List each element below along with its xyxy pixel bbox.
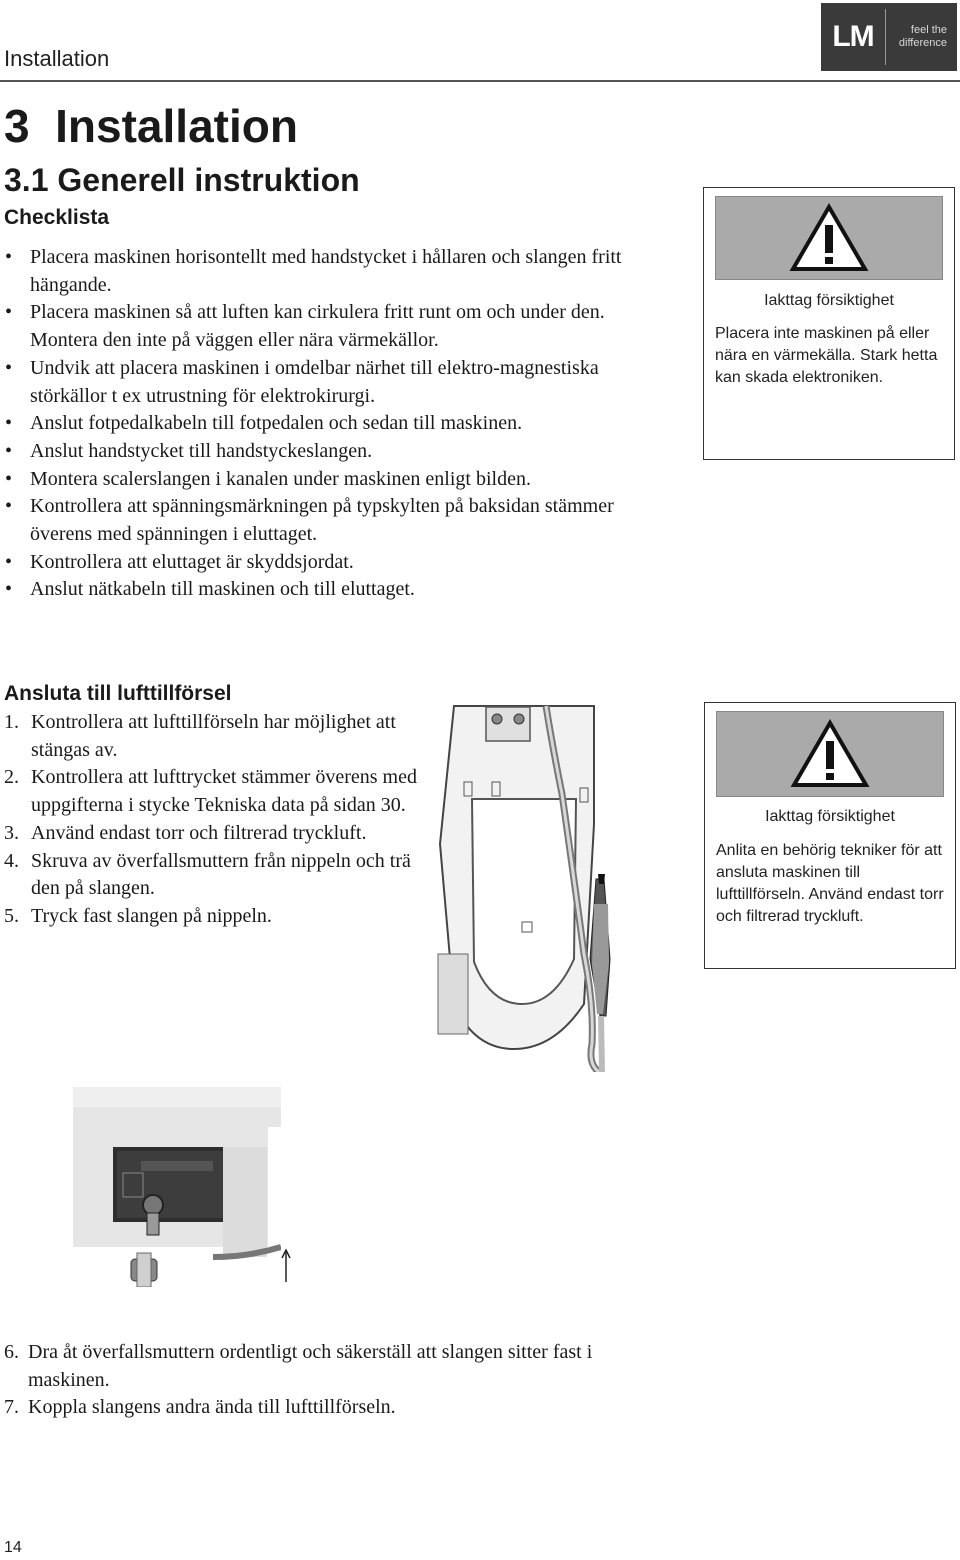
step-item [0, 1394, 620, 1422]
air-supply-heading: Ansluta till lufttillförsel [4, 682, 232, 705]
warning-heading: Iakttag försiktighet [765, 808, 895, 825]
step-text: Kontrollera att lufttrycket stämmer överens med uppgifterna i stycke Tekniska data på sidan 30. [31, 766, 417, 817]
machine-underside-illustration [434, 704, 616, 1072]
checklist-heading: Checklista [4, 206, 110, 229]
step-number: 1. [4, 711, 19, 733]
logo-tagline-line-1: feel the [910, 24, 947, 36]
step-text: Skruva av överfallsmuttern från nippeln och trä den på slangen. [31, 849, 411, 900]
step-number: 6. [4, 1341, 19, 1363]
step-number: 3. [4, 821, 19, 844]
step-item [0, 764, 440, 819]
step-text: Dra åt överfallsmuttern ordentligt och säkerställ att slangen sitter fast i maskinen. [28, 1341, 593, 1391]
section-title: 3.1 Generell instruktion [4, 162, 360, 198]
page-number: 14 [4, 1539, 22, 1556]
step-item [0, 1339, 620, 1394]
step-item [0, 820, 440, 848]
warning-triangle-icon [790, 719, 870, 789]
step-text: Kontrollera att lufttillförseln har möjlighet att stängas av. [31, 711, 396, 761]
step-text: Använd endast torr och filtrerad tryckluft. [31, 821, 367, 844]
checklist-item: • Undvik att placera maskinen i omdelbar närhet till elektro-magnestiska störkällor t ex utrustning för elektrokirurgi. [0, 355, 660, 410]
checklist-item: • Kontrollera att spänningsmärkningen på typskylten på baksidan stämmer överens med spänningen i eluttaget. [0, 493, 660, 548]
step-number: 4. [4, 849, 19, 872]
checklist-item: • Montera scalerslangen i kanalen under maskinen enligt bilden. [0, 466, 660, 494]
brand-logo [821, 3, 957, 71]
checklist-item: • Placera maskinen horisontellt med handstycket i hållaren och slangen fritt hängande. [0, 244, 660, 299]
warning-text: Placera inte maskinen på eller nära en värmekälla. Stark hetta kan skada elektroniken. [715, 325, 938, 386]
step-item [0, 903, 440, 931]
warning-triangle-icon [789, 203, 869, 273]
checklist-item: • Kontrollera att eluttaget är skyddsjordat. [0, 549, 660, 577]
warning-heading: Iakttag försiktighet [764, 292, 894, 309]
air-supply-steps-continued [0, 1339, 620, 1422]
step-number: 7. [4, 1396, 19, 1419]
step-item [0, 709, 440, 764]
step-number: 2. [4, 766, 19, 789]
checklist-item: • Anslut handstycket till handstyckeslangen. [0, 438, 660, 466]
checklist-item: • Anslut fotpedalkabeln till fotpedalen och sedan till maskinen. [0, 410, 660, 438]
checklist-item: • Anslut nätkabeln till maskinen och till eluttaget. [0, 576, 660, 604]
logo-tagline [886, 24, 957, 50]
step-text: Tryck fast slangen på nippeln. [31, 904, 272, 927]
warning-banner [716, 711, 944, 797]
running-header: Installation [4, 46, 110, 71]
warning-banner [715, 196, 943, 280]
warning-text: Anlita en behörig tekniker för att ansluta maskinen till lufttillförseln. Använd endast torr och filtrerad tryckluft. [716, 842, 944, 925]
logo-tagline-line-2: difference [898, 37, 947, 49]
push-direction-arrow-icon [281, 1087, 291, 1287]
warning-box-1 [703, 187, 955, 460]
step-number: 5. [4, 904, 19, 927]
header-rule [0, 80, 960, 82]
rear-panel-air-connection-illustration [73, 1087, 281, 1287]
logo-mark: LM [832, 20, 874, 53]
step-text: Koppla slangens andra ända till lufttillförseln. [28, 1396, 396, 1419]
warning-box-2 [704, 702, 956, 969]
chapter-title: 3 Installation [4, 100, 298, 152]
checklist-item: • Placera maskinen så att luften kan cirkulera fritt runt om och under den. Montera den inte på väggen eller nära värmekällor. [0, 299, 660, 354]
step-item [0, 848, 440, 903]
checklist [0, 244, 660, 604]
air-supply-steps [0, 709, 440, 931]
